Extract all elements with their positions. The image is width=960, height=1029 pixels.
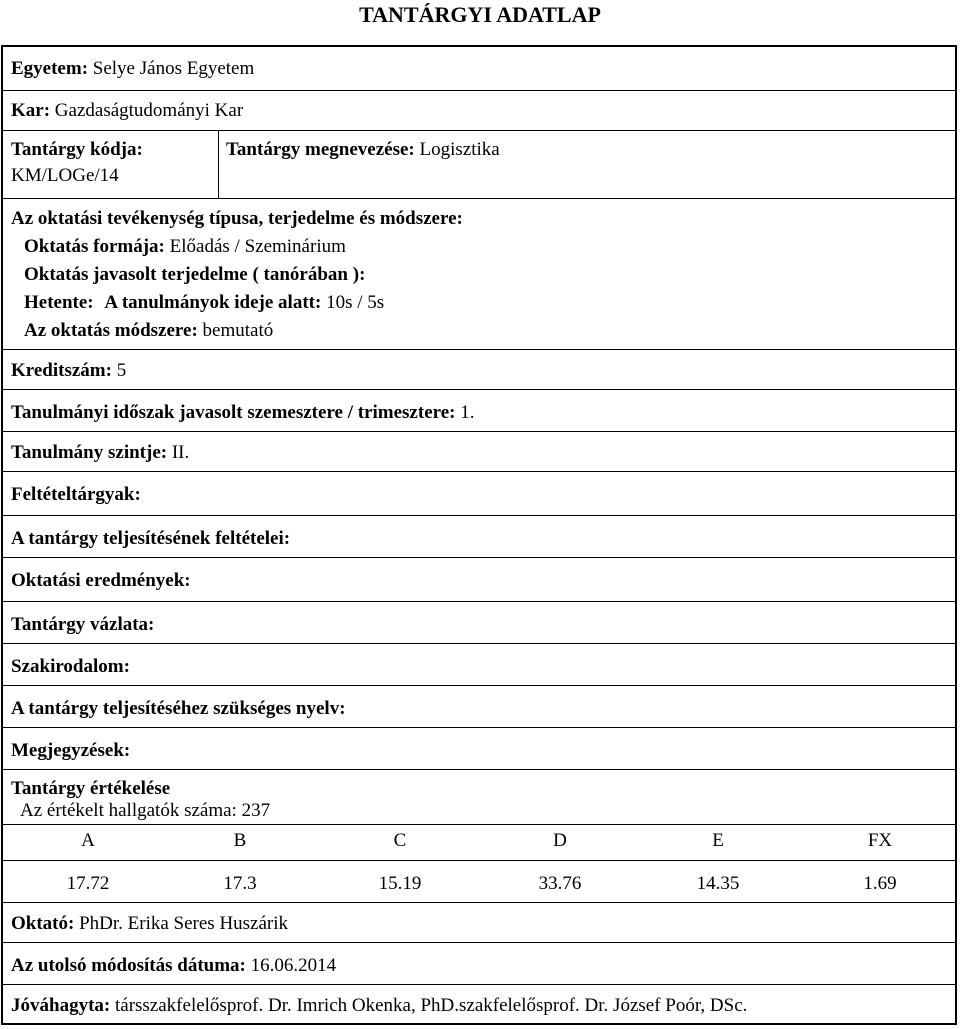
approved-label: Jóváhagyta: <box>11 995 111 1016</box>
faculty-row <box>3 91 955 131</box>
teaching-form-label: Oktatás formája: <box>24 236 165 257</box>
completion-label: A tantárgy teljesítésének feltételei: <box>11 528 291 549</box>
faculty-value: Gazdaságtudományi Kar <box>54 100 244 121</box>
page-title: TANTÁRGYI ADATLAP <box>359 2 601 27</box>
teaching-row <box>3 199 955 350</box>
prerequisites-label: Feltételtárgyak: <box>11 484 141 505</box>
level-row <box>3 432 955 472</box>
notes-row <box>3 728 955 770</box>
grade-percentage: 17.3 <box>223 873 257 894</box>
approved-row <box>3 985 955 1023</box>
university-row <box>3 47 955 91</box>
course-code-label: Tantárgy kódja: <box>11 139 143 160</box>
semester-row <box>3 390 955 432</box>
outcomes-row <box>3 558 955 602</box>
grade-letters-row <box>3 825 955 861</box>
prerequisites-row <box>3 472 955 516</box>
course-name-label: Tantárgy megnevezése: <box>226 139 415 160</box>
lecturer-row <box>3 903 955 943</box>
evaluation-heading: Tantárgy értékelése <box>11 778 171 799</box>
grade-letter: A <box>81 830 95 851</box>
notes-label: Megjegyzések: <box>11 740 131 761</box>
lecturer-value: PhDr. Erika Seres Huszárik <box>79 913 289 934</box>
evaluated-count-value: 237 <box>241 800 271 821</box>
course-name-value: Logisztika <box>419 139 500 160</box>
course-sheet-table <box>1 45 957 1025</box>
column-divider <box>218 131 219 198</box>
grade-percentage: 14.35 <box>696 873 740 894</box>
lecturer-label: Oktató: <box>11 913 75 934</box>
outcomes-label: Oktatási eredmények: <box>11 570 191 591</box>
language-row <box>3 686 955 728</box>
grade-percentage: 1.69 <box>863 873 897 894</box>
semester-label: Tanulmányi időszak javasolt szemesztere / trimesztere: <box>11 402 456 423</box>
grade-letter: D <box>553 830 567 851</box>
grade-letter: FX <box>867 830 893 851</box>
last-modified-label: Az utolsó módosítás dátuma: <box>11 955 246 976</box>
period-label: A tanulmányok ideje alatt: <box>104 292 322 313</box>
semester-value: 1. <box>460 402 475 423</box>
method-label: Az oktatás módszere: <box>24 320 198 341</box>
credits-value: 5 <box>116 360 127 381</box>
grade-percentage: 33.76 <box>538 873 582 894</box>
university-value: Selye János Egyetem <box>92 58 255 79</box>
completion-row <box>3 516 955 558</box>
grade-letter: C <box>393 830 407 851</box>
last-modified-value: 16.06.2014 <box>250 955 337 976</box>
teaching-heading: Az oktatási tevékenység típusa, terjedelme és módszere: <box>11 208 463 229</box>
outline-row <box>3 602 955 644</box>
level-label: Tanulmány szintje: <box>11 442 168 463</box>
credits-row <box>3 350 955 390</box>
literature-row <box>3 644 955 686</box>
evaluation-row <box>3 770 955 825</box>
outline-label: Tantárgy vázlata: <box>11 614 155 635</box>
credits-label: Kreditszám: <box>11 360 112 381</box>
evaluated-count-label: Az értékelt hallgatók száma: <box>20 800 237 821</box>
university-label: Egyetem: <box>11 58 89 79</box>
literature-label: Szakirodalom: <box>11 656 130 677</box>
level-value: II. <box>171 442 190 463</box>
course-code-value: KM/LOGe/14 <box>11 165 119 186</box>
teaching-scope-label: Oktatás javasolt terjedelme ( tanórában ): <box>24 264 366 285</box>
grade-percentages-row <box>3 861 955 903</box>
method-value: bemutató <box>202 320 274 341</box>
grade-letter: E <box>712 830 724 851</box>
course-code-name-row <box>3 131 955 199</box>
language-label: A tantárgy teljesítéséhez szükséges nyelv: <box>11 698 346 719</box>
last-modified-row <box>3 943 955 985</box>
grade-letter: B <box>233 830 247 851</box>
teaching-form-value: Előadás / Szeminárium <box>169 236 346 257</box>
faculty-label: Kar: <box>11 100 51 121</box>
approved-value: társszakfelelősprof. Dr. Imrich Okenka, PhD.szakfelelősprof. Dr. József Poór, DSc. <box>114 995 748 1016</box>
weekly-label: Hetente: <box>24 292 94 313</box>
grade-percentage: 17.72 <box>66 873 110 894</box>
grade-percentage: 15.19 <box>378 873 422 894</box>
period-value: 10s / 5s <box>326 292 385 313</box>
